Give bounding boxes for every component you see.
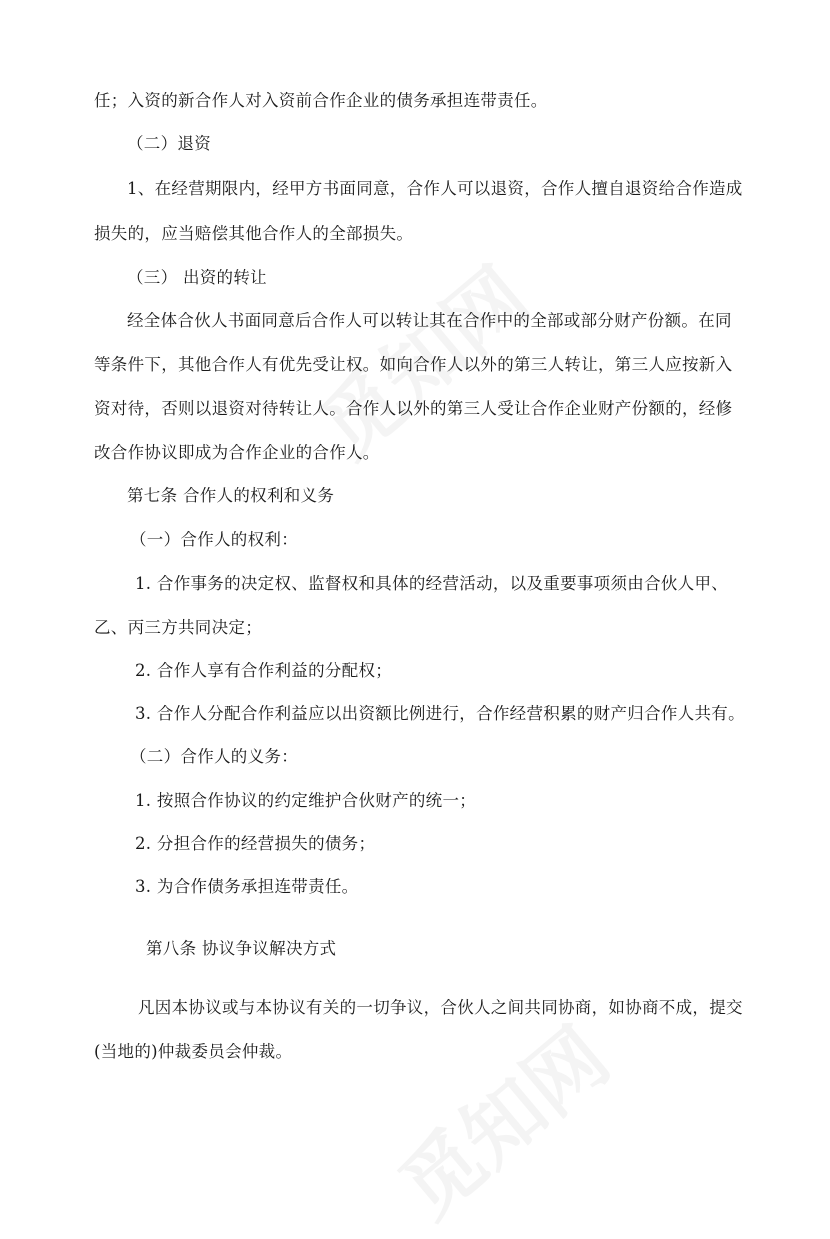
text-line: 凡因本协议或与本协议有关的一切争议，合伙人之间共同协商，如协商不成，提交 [138, 998, 743, 1017]
text-line: 1、在经营期限内，经甲方书面同意，合作人可以退资，合作人擅自退资给合作造成 [127, 179, 743, 198]
article-heading: 第八条 协议争议解决方式 [146, 939, 337, 958]
text-line: 1. 合作事务的决定权、监督权和具体的经营活动，以及重要事项须由合伙人甲、 [135, 574, 729, 593]
text-line: 乙、丙三方共同决定； [94, 618, 262, 637]
text-line: 经全体合伙人书面同意后合作人可以转让其在合作中的全部或部分财产份额。在同 [127, 311, 732, 330]
text-line: 损失的，应当赔偿其他合作人的全部损失。 [94, 224, 414, 243]
section-heading: （二）合作人的义务： [130, 747, 298, 766]
text-line: 改合作协议即成为合作企业的合作人。 [94, 443, 380, 462]
text-line: 资对待，否则以退资对待转让人。合作人以外的第三人受让合作企业财产份额的，经修 [94, 399, 733, 418]
section-heading: （二）退资 [127, 134, 211, 153]
watermark [371, 996, 629, 1238]
text-line: 任；入资的新合作人对入资前合作企业的债务承担连带责任。 [94, 91, 548, 110]
section-heading: （三） 出资的转让 [127, 268, 267, 287]
text-line: 3. 为合作债务承担连带责任。 [135, 877, 359, 896]
text-line: 2. 分担合作的经营损失的债务； [135, 834, 376, 853]
text-line: (当地的)仲裁委员会仲裁。 [94, 1042, 293, 1061]
article-heading: 第七条 合作人的权利和义务 [127, 486, 335, 505]
text-line: 2. 合作人享有合作利益的分配权； [135, 661, 393, 680]
section-heading: （一）合作人的权利： [130, 530, 298, 549]
text-line: 3. 合作人分配合作利益应以出资额比例进行，合作经营积累的财产归合作人共有。 [135, 704, 745, 723]
text-line: 1. 按照合作协议的约定维护合伙财产的统一； [135, 791, 477, 810]
text-line: 等条件下，其他合作人有优先受让权。如向合作人以外的第三人转让，第三人应按新入 [94, 355, 733, 374]
